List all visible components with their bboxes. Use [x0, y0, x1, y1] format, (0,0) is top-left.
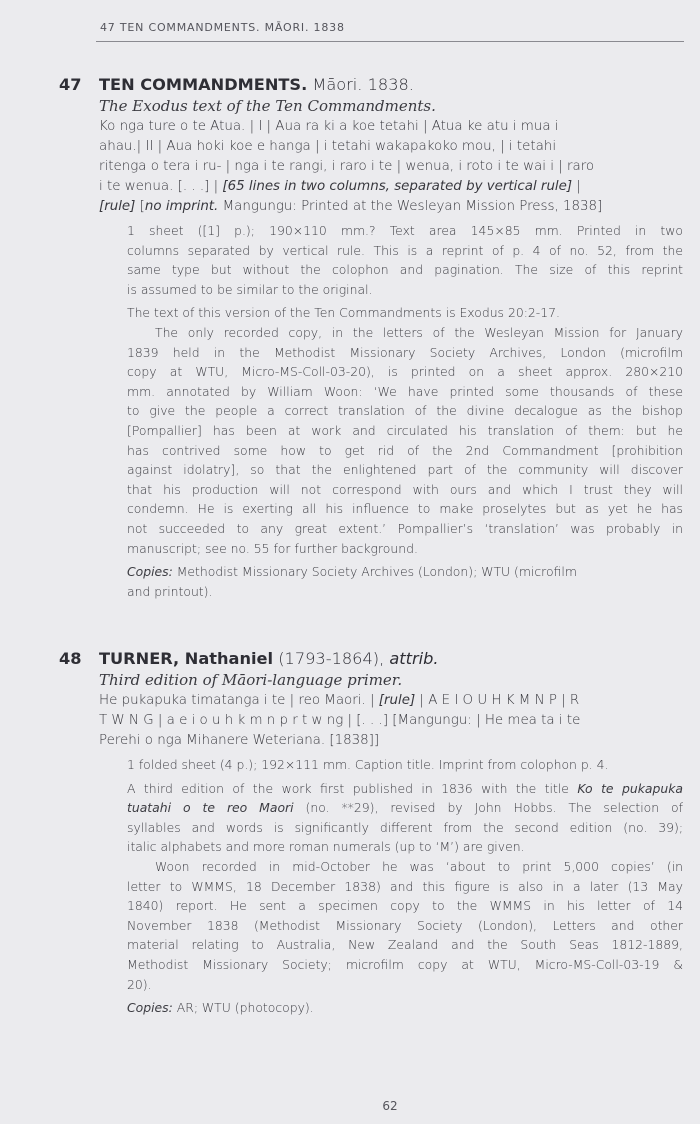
note-text: A third edition of the work first published in 1836 with the title: [127, 780, 578, 796]
transcription-line: [99, 197, 681, 217]
note-line: has contrived some how to get rid of the 2nd Commandment [prohibition: [127, 442, 683, 458]
note-line: The only recorded copy, in the letters of the Wesleyan Mission for January: [155, 324, 683, 340]
title-transcription: [99, 691, 681, 751]
transcription-text: |: [572, 179, 581, 194]
copies-text: Methodist Missionary Society Archives (London); WTU (microfilm: [172, 564, 577, 580]
note-line: Methodist Missionary Society; microfilm copy at WTU, Micro-MS-Coll-03-19 &: [127, 956, 683, 972]
physical-description: [127, 755, 683, 775]
cited-title: Ko te pukapuka: [577, 780, 683, 796]
note-line: 1839 held in the Methodist Missionary Society Archives, London (microfilm: [127, 344, 683, 360]
note-line: columns separated by vertical rule. This is a reprint of p. 4 of no. 52, from the: [127, 242, 683, 258]
note-line: 20).: [127, 976, 152, 992]
header-rule: [96, 41, 684, 42]
note-line: italic alphabets and more roman numerals (up to ‘M’) are given.: [127, 839, 525, 855]
editorial-note: no imprint.: [144, 199, 219, 214]
note-line: that his production will not correspond with ours and which I trust they will: [127, 481, 683, 497]
note-line: against idolatry], so that the enlightened part of the community will discover: [127, 462, 683, 478]
note-line: 1840) report. He sent a specimen copy to the WMMS in his letter of 14: [127, 898, 683, 914]
entry-title: The Exodus text of the Ten Commandments.: [99, 97, 436, 115]
entry-author: TEN COMMANDMENTS.: [99, 75, 308, 94]
editorial-note: [rule]: [378, 693, 416, 708]
transcription-text: | A E I O U H K M N P | R: [415, 693, 580, 708]
note-line: and printout).: [127, 583, 213, 599]
physical-description: [127, 221, 683, 299]
note-line: [127, 798, 683, 818]
copies-label: Copies:: [127, 1000, 173, 1016]
note-line: [Pompallier] has been at work and circulated his translation of them: but he: [127, 422, 683, 438]
note-paragraph: [127, 779, 683, 995]
entry-number: 47: [59, 75, 82, 94]
copies-note: [127, 998, 683, 1018]
title-transcription: [99, 117, 681, 217]
transcription-line: [99, 691, 681, 711]
entry-48: [59, 648, 683, 1018]
note-paragraph: [127, 303, 683, 558]
note-line: manuscript; see no. 55 for further background.: [127, 540, 418, 556]
page-number: 62: [382, 1099, 398, 1113]
entry-number: 48: [59, 649, 82, 668]
copies-text: AR; WTU (photocopy).: [172, 1000, 314, 1016]
note-line: not succeeded to any great extent.’ Pompallier’s ‘translation’ was probably in: [127, 520, 683, 536]
note-line: Woon recorded in mid-October he was ‘about to print 5,000 copies’ (in: [155, 858, 683, 874]
note-line: November 1838 (Methodist Missionary Society (London), Letters and other: [127, 917, 683, 933]
entry-47: [59, 74, 683, 601]
note-line: is assumed to be similar to the original.: [127, 281, 373, 297]
running-head: 47 TEN COMMANDMENTS. MĀORI. 1838: [100, 21, 345, 34]
entry-attribution: attrib.: [389, 649, 439, 668]
note-line: copy at WTU, Micro-MS-Coll-03-20), is printed on a sheet approx. 280×210: [127, 364, 683, 380]
entry-notes: [127, 755, 683, 1018]
note-line: The text of this version of the Ten Commandments is Exodus 20:2-17.: [127, 305, 560, 321]
note-line: [127, 998, 683, 1018]
copies-note: [127, 562, 683, 601]
transcription-text: Mangungu: Printed at the Wesleyan Mission Press, 1838]: [218, 199, 603, 214]
entry-author: TURNER, Nathaniel: [99, 649, 274, 668]
transcription-line: [99, 177, 681, 197]
entry-heading: [59, 648, 681, 670]
transcription-line: T W N G | a e i o u h k m n p r t w ng | [. . .] [Mangungu: | He mea ta i te: [99, 713, 581, 728]
transcription-text: He pukapuka timatanga i te | reo Maori. |: [99, 693, 379, 708]
note-line: same type but without the colophon and pagination. The size of this reprint: [127, 262, 683, 278]
note-line: mm. annotated by William Woon: ‘We have printed some thousands of these: [127, 383, 683, 399]
note-text: (no. **29), revised by John Hobbs. The selection of: [293, 800, 683, 816]
note-line: material relating to Australia, New Zealand and the South Seas 1812-1889,: [127, 937, 683, 953]
transcription-text: [: [135, 199, 145, 214]
entry-author-dates: (1793-1864),: [273, 649, 390, 668]
note-line: [127, 779, 683, 799]
note-line: 1 sheet ([1] p.); 190×110 mm.? Text area 145×85 mm. Printed in two: [127, 223, 683, 238]
transcription-text: i te wenua. [. . .] |: [99, 179, 223, 194]
transcription-line: Ko nga ture o te Atua. | I | Aua ra ki a koe tetahi | Atua ke atu i mua i: [99, 119, 559, 134]
transcription-line: Perehi o nga Mihanere Weteriana. [1838]]: [99, 733, 380, 748]
editorial-note: [rule]: [99, 199, 136, 214]
entry-title: Third edition of Māori-language primer.: [99, 671, 403, 689]
cited-title: tuatahi o te reo Maori: [127, 800, 294, 816]
note-line: syllables and words is significantly different from the second edition (no. 39);: [127, 819, 683, 835]
editorial-note: [65 lines in two columns, separated by vertical rule]: [222, 179, 573, 194]
note-line: to give the people a correct translation of the divine decalogue as the bishop: [127, 403, 683, 419]
note-line: condemn. He is exerting all his influence to make proselytes but as yet he has: [127, 501, 683, 517]
entry-notes: [127, 221, 683, 601]
entry-heading: [59, 74, 681, 96]
transcription-line: ritenga o tera i ru- | nga i te rangi, i raro i te | wenua, i roto i te wai i | raro: [99, 159, 595, 174]
note-line: letter to WMMS, 18 December 1838) and this figure is also in a later (13 May: [127, 878, 683, 894]
note-line: 1 folded sheet (4 p.); 192×111 mm. Caption title. Imprint from colophon p. 4.: [127, 757, 609, 772]
copies-label: Copies:: [127, 564, 173, 580]
note-line: [127, 562, 683, 582]
entry-language-year: Māori. 1838.: [307, 75, 414, 94]
transcription-line: ahau.| II | Aua hoki koe e hanga | i tetahi wakapakoko mou, | i tetahi: [99, 139, 557, 154]
